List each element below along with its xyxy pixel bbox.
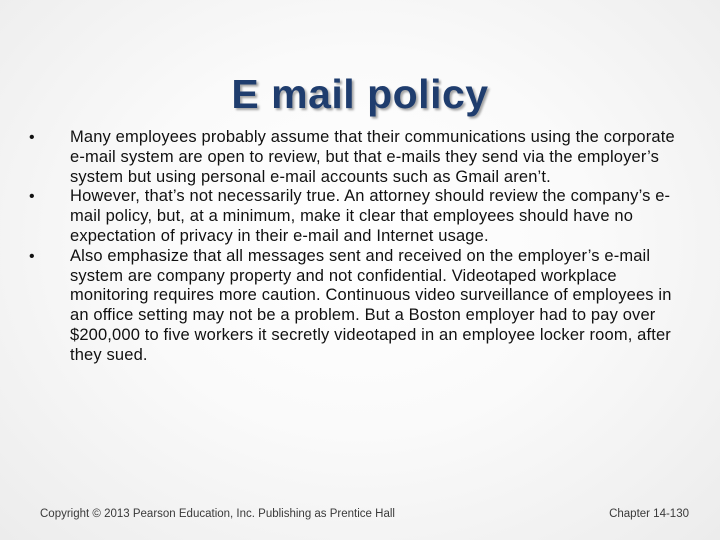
bullet-text: Many employees probably assume that their communications using the corporate e-mail system are open to review, but that e-mails they send via the employer’s system but using personal e-mail accounts such as Gmail aren’t. [70,128,675,186]
bullet-list [29,128,694,366]
bullet-text: Also emphasize that all messages sent and received on the employer’s e-mail system are company property and not confidential. Videotaped workplace monitoring requires more caution. Continuous video surveillance of employees in an office setting may not be a problem. But a Boston employer had to pay over $200,000 to five workers it secretly videotaped in an employee locker room, after they sued. [70,246,672,364]
slide-title: E mail policy [231,71,489,117]
bullet-icon: • [29,188,35,206]
bullet-item [29,187,694,246]
bullet-icon: • [29,129,35,146]
bullet-item [29,247,694,366]
bullet-icon: • [29,247,35,265]
footer-copyright: Copyright © 2013 Pearson Education, Inc. Publishing as Prentice Hall [40,508,395,520]
bullet-item [29,128,694,187]
footer-page-label: Chapter 14-130 [609,508,689,520]
bullet-text: However, that’s not necessarily true. An attorney should review the company’s e-mail policy, but, at a minimum, make it clear that employees should have no expectation of privacy in their e-mail and Internet usage. [70,187,671,245]
